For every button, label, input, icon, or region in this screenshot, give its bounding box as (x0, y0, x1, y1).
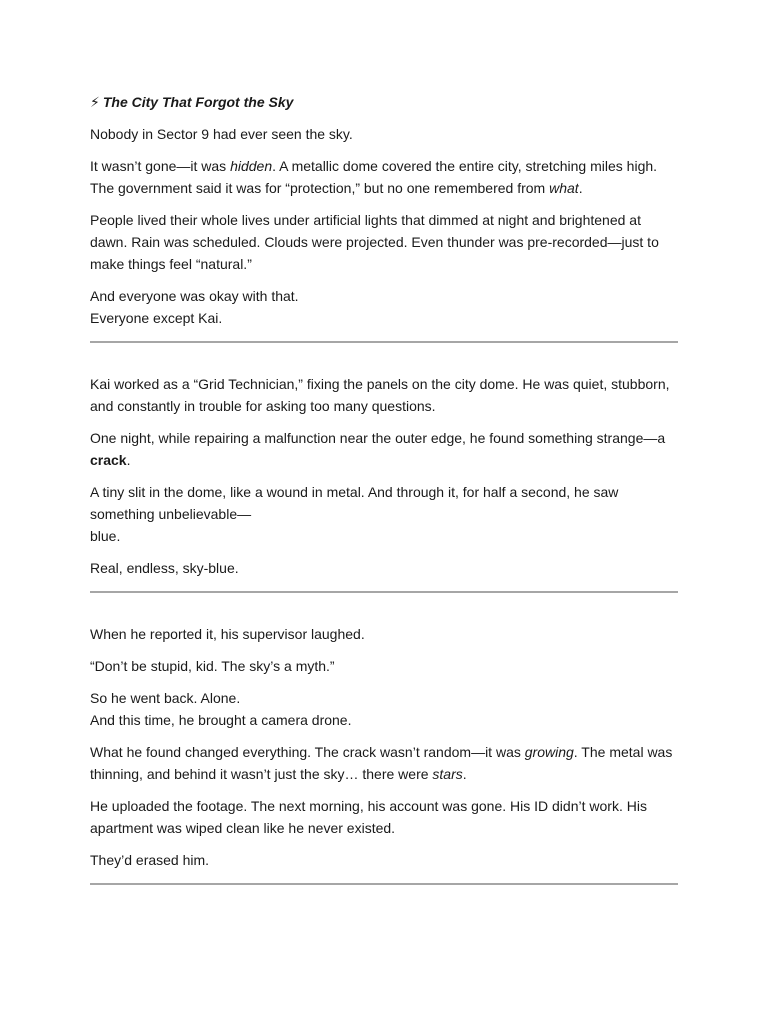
bold-text: crack (90, 452, 127, 468)
paragraph (90, 427, 678, 471)
text-run: A tiny slit in the dome, like a wound in metal. And through it, for half a second, he saw something unbelievable— (90, 484, 619, 522)
text-run: . A metallic dome covered the entire city, stretching miles high. The government said it was for “protection,” but no one remembered from (90, 158, 658, 196)
text-run: . The metal was thinning, and behind it wasn’t just the sky… there were (90, 744, 673, 782)
paragraph: Real, endless, sky-blue. (90, 560, 239, 576)
text-run: . (578, 180, 583, 196)
paragraph: People lived their whole lives under artificial lights that dimmed at night and brightened at dawn. Rain was scheduled. Clouds were projected. Even thunder was pre-recorded—just to make things feel “natural.” (90, 212, 659, 272)
paragraph (90, 481, 678, 547)
paragraph: They’d erased him. (90, 852, 210, 868)
section-divider (90, 883, 678, 885)
text-line: So he went back. Alone. (90, 690, 241, 706)
paragraph (90, 155, 678, 199)
text-line: And everyone was okay with that. (90, 288, 299, 304)
paragraph (90, 687, 678, 731)
lightning-icon: ⚡ (90, 94, 100, 110)
story-title-text: The City That Forgot the Sky (102, 94, 294, 110)
text-run: blue. (90, 528, 121, 544)
emphasis-text: growing (524, 744, 574, 760)
paragraph (90, 741, 678, 785)
text-run: One night, while repairing a malfunction near the outer edge, he found something strange—a (90, 430, 666, 446)
text-run: What he found changed everything. The crack wasn’t random—it was (90, 744, 525, 760)
story-title (90, 91, 678, 113)
paragraph: He uploaded the footage. The next morning, his account was gone. His ID didn’t work. His apartment was wiped clean like he never existed. (90, 798, 647, 836)
paragraph: Nobody in Sector 9 had ever seen the sky. (90, 126, 353, 142)
text-run: . (126, 452, 131, 468)
emphasis-text: what (549, 180, 579, 196)
emphasis-text: hidden (230, 158, 273, 174)
text-run: . (462, 766, 467, 782)
emphasis-text: stars (432, 766, 463, 782)
paragraph: When he reported it, his supervisor laughed. (90, 626, 365, 642)
text-line: Everyone except Kai. (90, 310, 223, 326)
text-line: And this time, he brought a camera drone. (90, 712, 352, 728)
paragraph: Kai worked as a “Grid Technician,” fixing the panels on the city dome. He was quiet, stubborn, and constantly in trouble for asking too many questions. (90, 376, 670, 414)
text-run: It wasn’t gone—it was (90, 158, 231, 174)
story-body (90, 91, 678, 915)
paragraph: “Don’t be stupid, kid. The sky’s a myth.” (90, 658, 335, 674)
section-divider (90, 341, 678, 343)
paragraph (90, 285, 678, 329)
section-divider (90, 591, 678, 593)
